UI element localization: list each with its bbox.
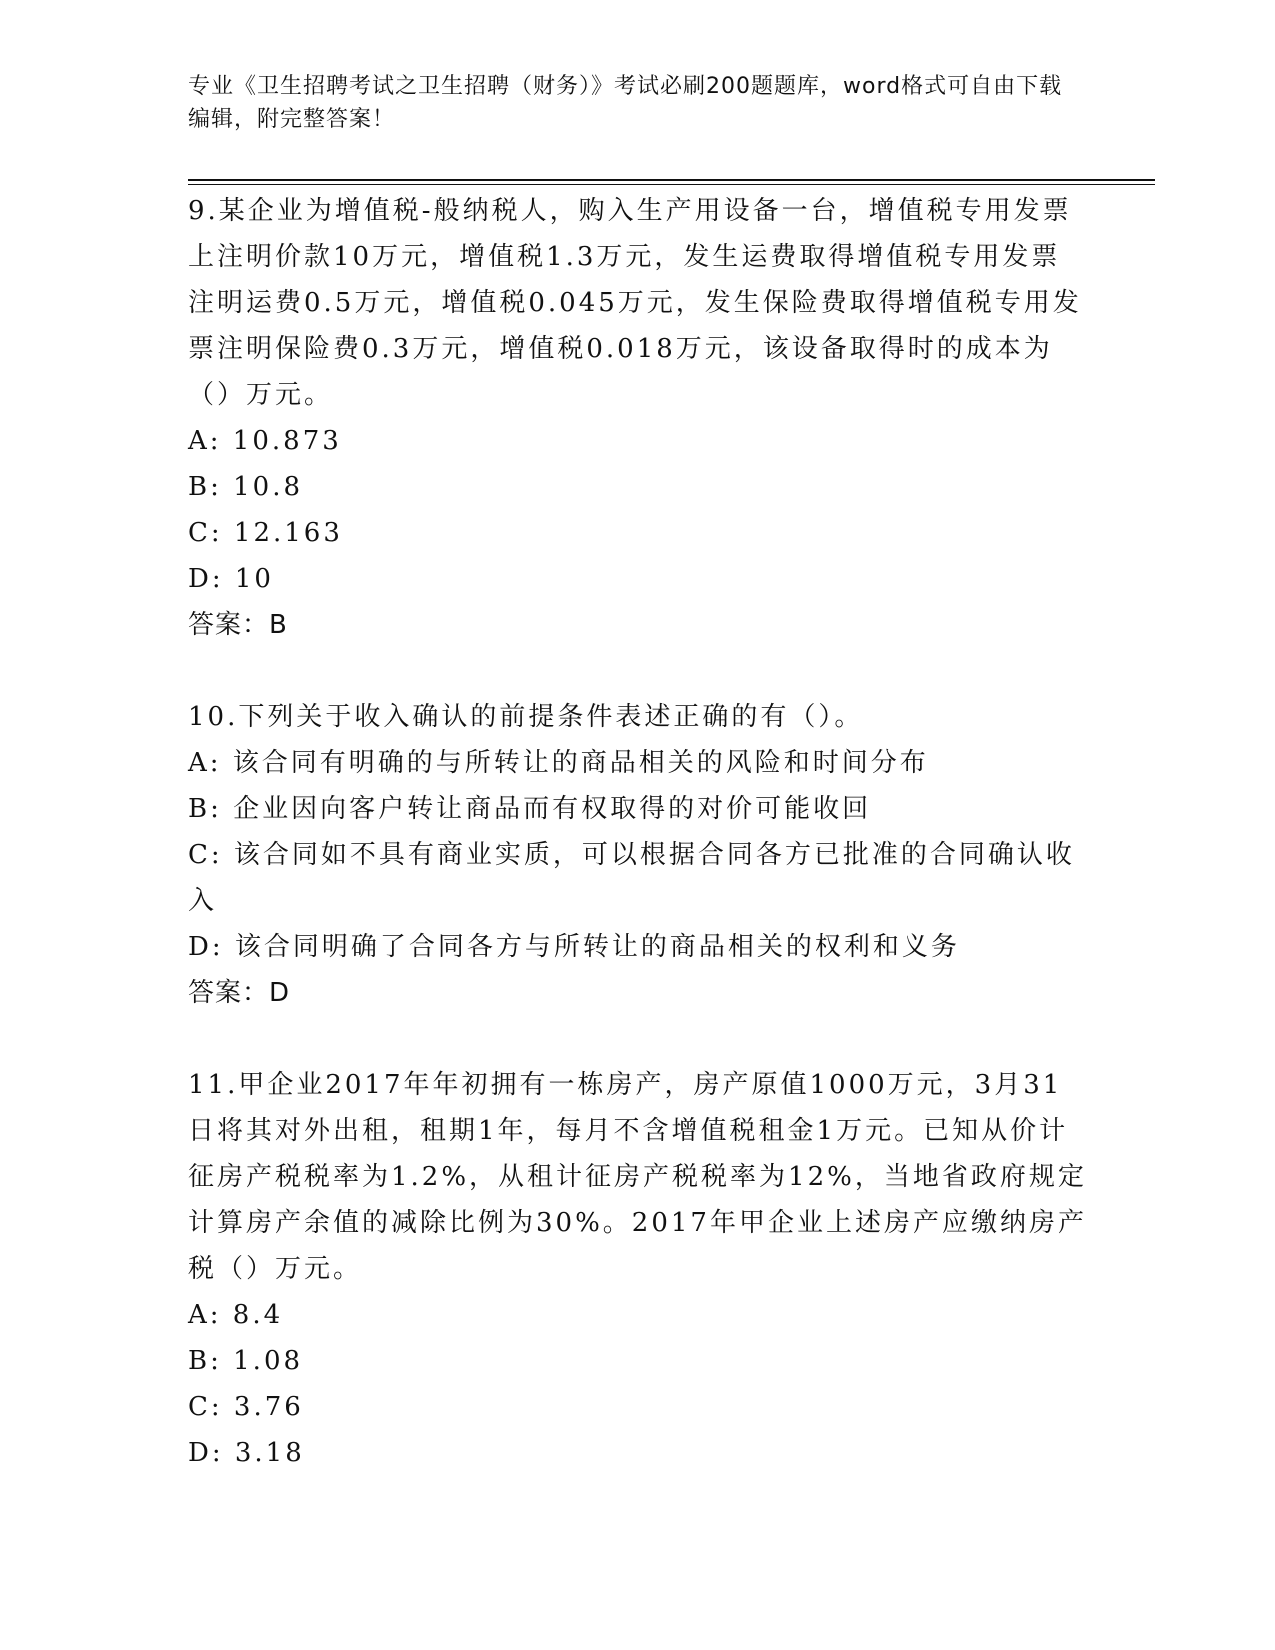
question-stem: 10.下列关于收入确认的前提条件表述正确的有（）。 — [188, 702, 864, 732]
option-a: A: 10.873 — [188, 426, 342, 456]
answer-line: 答案：D — [188, 978, 291, 1008]
question-stem: 9.某企业为增值税-般纳税人，购入生产用设备一台，增值税专用发票上注明价款10万元，增值税1.3万元，发生运费取得增值税专用发票注明运费0.5万元，增值税0.045万元，发生保险费取得增值税专用发票注明保险费0.3万元，增值税0.018万元，该设备取得时的成本为（）万元。 — [188, 196, 1082, 410]
header-divider-thick — [188, 179, 1155, 181]
option-d: D: 3.18 — [188, 1438, 305, 1468]
option-b: B: 10.8 — [188, 472, 304, 502]
option-c: C: 3.76 — [188, 1392, 304, 1422]
question-list — [188, 188, 1088, 1476]
option-b: B: 1.08 — [188, 1346, 304, 1376]
answer-line: 答案：B — [188, 610, 288, 640]
question-9 — [188, 188, 1088, 648]
option-c: C: 该合同如不具有商业实质，可以根据合同各方已批准的合同确认收入 — [188, 840, 1075, 916]
option-a: A: 该合同有明确的与所转让的商品相关的风险和时间分布 — [188, 748, 929, 778]
question-11 — [188, 1062, 1088, 1476]
document-header: 专业《卫生招聘考试之卫生招聘（财务）》考试必刷200题题库，word格式可自由下载编辑，附完整答案！ — [188, 74, 1063, 132]
option-b: B: 企业因向客户转让商品而有权取得的对价可能收回 — [188, 794, 872, 824]
question-stem: 11.甲企业2017年年初拥有一栋房产，房产原值1000万元，3月31日将其对外出租，租期1年，每月不含增值税租金1万元。已知从价计征房产税税率为1.2%，从租计征房产税税率为12%，当地省政府规定计算房产余值的减除比例为30%。2017年甲企业上述房产应缴纳房产税（）万元。 — [188, 1070, 1087, 1284]
header-divider-thin — [188, 184, 1155, 185]
question-10 — [188, 694, 1088, 1016]
option-d: D: 10 — [188, 564, 274, 594]
option-d: D: 该合同明确了合同各方与所转让的商品相关的权利和义务 — [188, 932, 960, 962]
option-a: A: 8.4 — [188, 1300, 284, 1330]
option-c: C: 12.163 — [188, 518, 343, 548]
